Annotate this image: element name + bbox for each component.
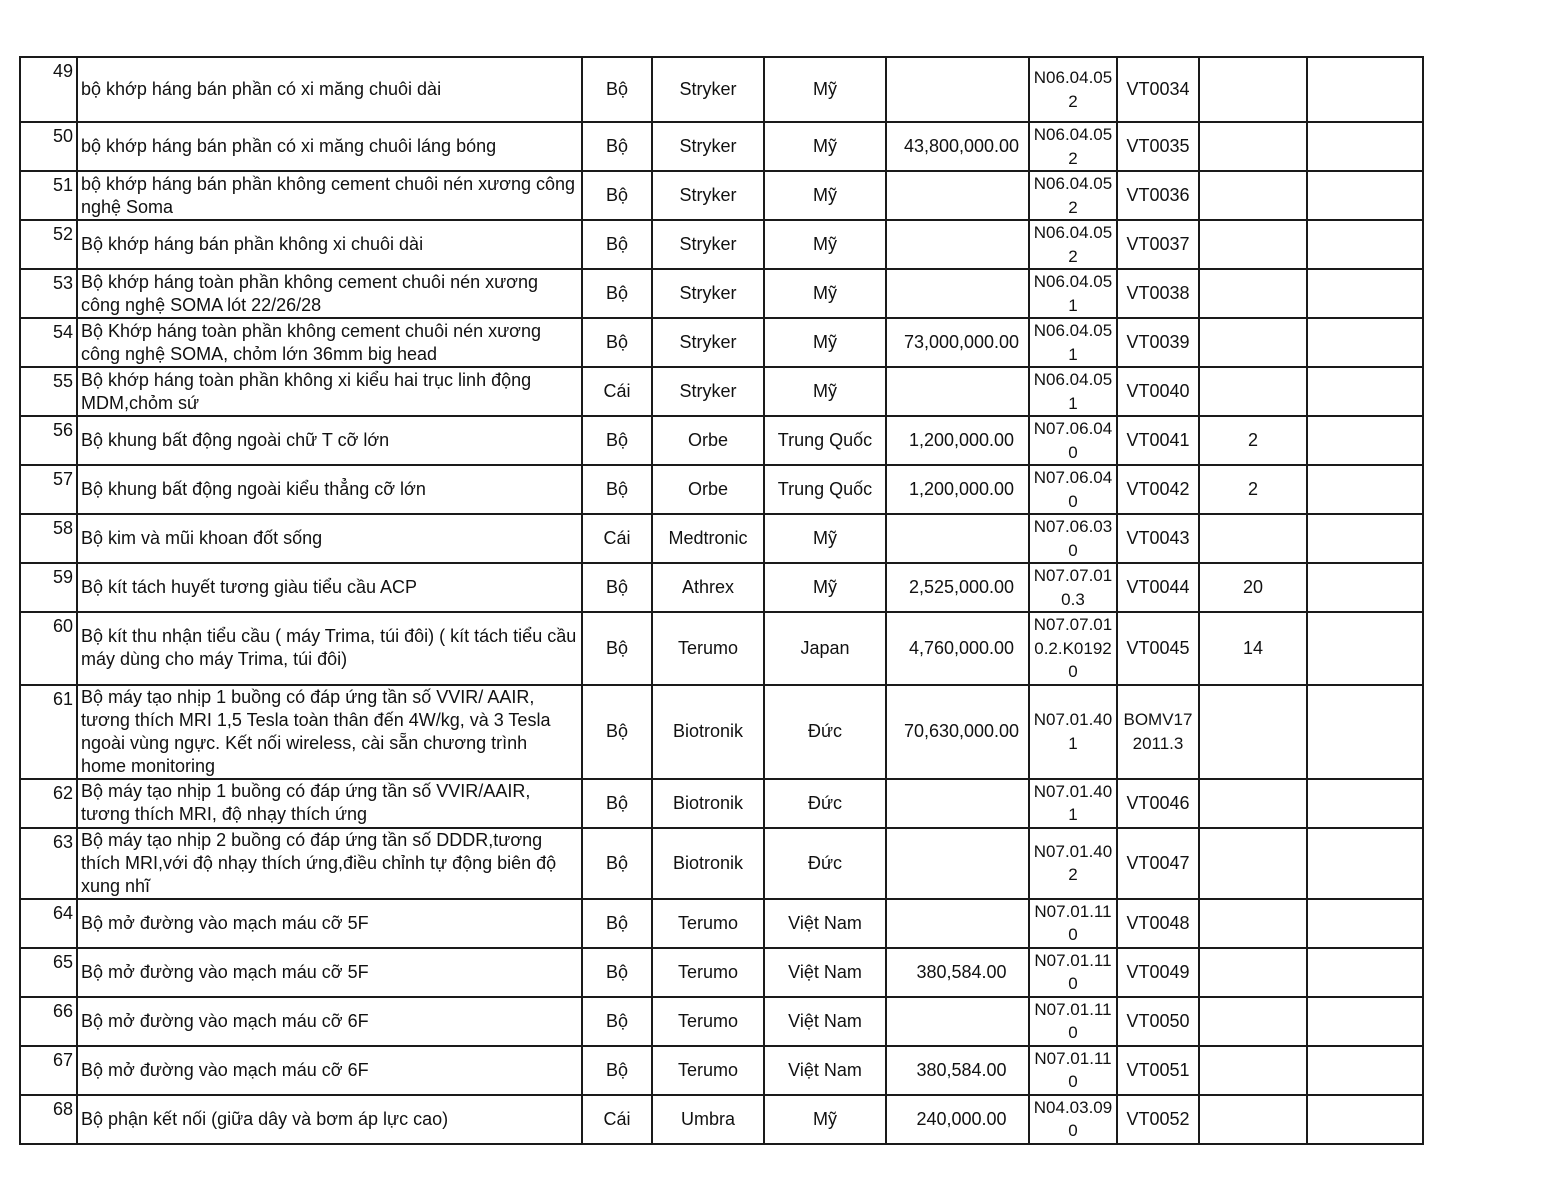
table-row [20, 1046, 1423, 1095]
row-number: 63 [20, 828, 77, 899]
group-code: N07.06.040 [1029, 416, 1117, 465]
item-name: Bộ Khớp háng toàn phần không cement chuôi nén xương công nghệ SOMA, chỏm lớn 36mm big head [77, 318, 582, 367]
item-name: Bộ mở đường vào mạch máu cỡ 5F [77, 899, 582, 948]
row-number: 68 [20, 1095, 77, 1144]
unit: Cái [582, 367, 652, 416]
manufacturer: Stryker [652, 122, 764, 171]
item-name: Bộ khớp háng toàn phần không cement chuôi nén xương công nghệ SOMA lót 22/26/28 [77, 269, 582, 318]
row-number: 54 [20, 318, 77, 367]
row-number: 51 [20, 171, 77, 220]
unit: Bộ [582, 948, 652, 997]
table-row [20, 779, 1423, 828]
quantity: 14 [1199, 612, 1307, 685]
table-row [20, 318, 1423, 367]
unit-price [886, 269, 1029, 318]
group-code: N07.01.110 [1029, 948, 1117, 997]
item-code: VT0036 [1117, 171, 1199, 220]
unit-price [886, 899, 1029, 948]
row-number: 49 [20, 57, 77, 122]
item-name: Bộ máy tạo nhịp 2 buồng có đáp ứng tần số DDDR,tương thích MRI,với độ nhạy thích ứng,điều chỉnh tự động biên độ xung nhĩ [77, 828, 582, 899]
note [1307, 367, 1423, 416]
table-row [20, 367, 1423, 416]
item-name: Bộ khớp háng bán phần không xi chuôi dài [77, 220, 582, 269]
item-name: Bộ kít tách huyết tương giàu tiểu cầu ACP [77, 563, 582, 612]
table-row [20, 612, 1423, 685]
group-code: N07.07.010.2.K01920 [1029, 612, 1117, 685]
manufacturer: Biotronik [652, 685, 764, 779]
group-code: N06.04.052 [1029, 57, 1117, 122]
unit: Cái [582, 514, 652, 563]
quantity [1199, 220, 1307, 269]
unit: Bộ [582, 779, 652, 828]
quantity [1199, 122, 1307, 171]
table-row [20, 514, 1423, 563]
manufacturer: Orbe [652, 465, 764, 514]
row-number: 67 [20, 1046, 77, 1095]
manufacturer: Orbe [652, 416, 764, 465]
unit: Bộ [582, 563, 652, 612]
quantity [1199, 514, 1307, 563]
table-row [20, 57, 1423, 122]
unit-price [886, 367, 1029, 416]
quantity [1199, 828, 1307, 899]
manufacturer: Biotronik [652, 779, 764, 828]
quantity [1199, 57, 1307, 122]
manufacturer: Stryker [652, 171, 764, 220]
row-number: 60 [20, 612, 77, 685]
unit-price [886, 171, 1029, 220]
table-row [20, 899, 1423, 948]
manufacturer: Umbra [652, 1095, 764, 1144]
country: Mỹ [764, 171, 886, 220]
group-code: N07.01.401 [1029, 685, 1117, 779]
row-number: 55 [20, 367, 77, 416]
unit-price [886, 828, 1029, 899]
country: Mỹ [764, 514, 886, 563]
unit-price: 43,800,000.00 [886, 122, 1029, 171]
unit: Bộ [582, 685, 652, 779]
quantity [1199, 367, 1307, 416]
group-code: N07.07.010.3 [1029, 563, 1117, 612]
table-row [20, 416, 1423, 465]
quantity [1199, 685, 1307, 779]
unit: Bộ [582, 416, 652, 465]
note [1307, 318, 1423, 367]
country: Mỹ [764, 1095, 886, 1144]
note [1307, 685, 1423, 779]
item-name: bộ khớp háng bán phần có xi măng chuôi dài [77, 57, 582, 122]
group-code: N07.01.401 [1029, 779, 1117, 828]
item-code: VT0048 [1117, 899, 1199, 948]
item-name: Bộ khung bất động ngoài kiểu thẳng cỡ lớn [77, 465, 582, 514]
country: Trung Quốc [764, 416, 886, 465]
row-number: 65 [20, 948, 77, 997]
note [1307, 416, 1423, 465]
unit: Bộ [582, 1046, 652, 1095]
table-row [20, 220, 1423, 269]
manufacturer: Terumo [652, 1046, 764, 1095]
note [1307, 269, 1423, 318]
item-code: VT0045 [1117, 612, 1199, 685]
table-row [20, 948, 1423, 997]
table-row [20, 269, 1423, 318]
note [1307, 514, 1423, 563]
country: Đức [764, 828, 886, 899]
table-row [20, 997, 1423, 1046]
manufacturer: Athrex [652, 563, 764, 612]
unit: Bộ [582, 318, 652, 367]
item-name: Bộ khớp háng toàn phần không xi kiểu hai trục linh động MDM,chỏm sứ [77, 367, 582, 416]
table-row [20, 563, 1423, 612]
country: Mỹ [764, 318, 886, 367]
country: Đức [764, 779, 886, 828]
unit: Bộ [582, 171, 652, 220]
country: Việt Nam [764, 997, 886, 1046]
table-row [20, 1095, 1423, 1144]
item-code: VT0034 [1117, 57, 1199, 122]
quantity: 2 [1199, 465, 1307, 514]
supplies-table [19, 56, 1424, 1145]
group-code: N06.04.051 [1029, 269, 1117, 318]
manufacturer: Terumo [652, 997, 764, 1046]
manufacturer: Medtronic [652, 514, 764, 563]
unit-price: 73,000,000.00 [886, 318, 1029, 367]
quantity [1199, 997, 1307, 1046]
group-code: N06.04.052 [1029, 220, 1117, 269]
item-code: VT0035 [1117, 122, 1199, 171]
unit: Bộ [582, 997, 652, 1046]
item-code: VT0052 [1117, 1095, 1199, 1144]
unit-price: 380,584.00 [886, 948, 1029, 997]
row-number: 56 [20, 416, 77, 465]
country: Japan [764, 612, 886, 685]
item-name: Bộ khung bất động ngoài chữ T cỡ lớn [77, 416, 582, 465]
item-code: VT0043 [1117, 514, 1199, 563]
quantity: 20 [1199, 563, 1307, 612]
note [1307, 828, 1423, 899]
group-code: N06.04.051 [1029, 367, 1117, 416]
row-number: 61 [20, 685, 77, 779]
country: Mỹ [764, 563, 886, 612]
group-code: N07.06.030 [1029, 514, 1117, 563]
item-name: Bộ mở đường vào mạch máu cỡ 5F [77, 948, 582, 997]
manufacturer: Biotronik [652, 828, 764, 899]
unit-price: 1,200,000.00 [886, 416, 1029, 465]
note [1307, 122, 1423, 171]
group-code: N06.04.052 [1029, 171, 1117, 220]
item-code: VT0051 [1117, 1046, 1199, 1095]
item-code: VT0037 [1117, 220, 1199, 269]
group-code: N06.04.051 [1029, 318, 1117, 367]
item-name: bộ khớp háng bán phần không cement chuôi nén xương công nghệ Soma [77, 171, 582, 220]
item-code: VT0044 [1117, 563, 1199, 612]
note [1307, 948, 1423, 997]
row-number: 66 [20, 997, 77, 1046]
unit-price: 70,630,000.00 [886, 685, 1029, 779]
unit-price: 380,584.00 [886, 1046, 1029, 1095]
note [1307, 779, 1423, 828]
unit: Bộ [582, 269, 652, 318]
note [1307, 220, 1423, 269]
country: Việt Nam [764, 1046, 886, 1095]
group-code: N07.06.040 [1029, 465, 1117, 514]
item-code: VT0040 [1117, 367, 1199, 416]
manufacturer: Stryker [652, 367, 764, 416]
item-code: VT0039 [1117, 318, 1199, 367]
manufacturer: Terumo [652, 948, 764, 997]
row-number: 58 [20, 514, 77, 563]
group-code: N06.04.052 [1029, 122, 1117, 171]
row-number: 62 [20, 779, 77, 828]
table-row [20, 828, 1423, 899]
item-code: VT0047 [1117, 828, 1199, 899]
manufacturer: Stryker [652, 57, 764, 122]
quantity [1199, 899, 1307, 948]
quantity [1199, 1095, 1307, 1144]
unit: Bộ [582, 612, 652, 685]
country: Mỹ [764, 57, 886, 122]
item-name: Bộ phận kết nối (giữa dây và bơm áp lực cao) [77, 1095, 582, 1144]
unit: Cái [582, 1095, 652, 1144]
row-number: 53 [20, 269, 77, 318]
item-name: Bộ máy tạo nhịp 1 buồng có đáp ứng tần số VVIR/ AAIR, tương thích MRI 1,5 Tesla toàn thân đến 4W/kg, và 3 Tesla ngoài vùng ngực. Kết nối wireless, cài sẵn chương trình home monitoring [77, 685, 582, 779]
unit: Bộ [582, 220, 652, 269]
country: Mỹ [764, 269, 886, 318]
quantity [1199, 948, 1307, 997]
quantity: 2 [1199, 416, 1307, 465]
unit: Bộ [582, 57, 652, 122]
row-number: 64 [20, 899, 77, 948]
note [1307, 171, 1423, 220]
group-code: N07.01.110 [1029, 997, 1117, 1046]
country: Việt Nam [764, 948, 886, 997]
country: Mỹ [764, 220, 886, 269]
note [1307, 1046, 1423, 1095]
item-name: Bộ kim và mũi khoan đốt sống [77, 514, 582, 563]
manufacturer: Stryker [652, 220, 764, 269]
unit-price: 2,525,000.00 [886, 563, 1029, 612]
quantity [1199, 318, 1307, 367]
note [1307, 57, 1423, 122]
note [1307, 612, 1423, 685]
quantity [1199, 171, 1307, 220]
unit-price [886, 57, 1029, 122]
country: Trung Quốc [764, 465, 886, 514]
unit-price [886, 220, 1029, 269]
group-code: N07.01.110 [1029, 1046, 1117, 1095]
quantity [1199, 1046, 1307, 1095]
unit: Bộ [582, 828, 652, 899]
item-name: Bộ kít thu nhận tiểu cầu ( máy Trima, túi đôi) ( kít tách tiểu cầu máy dùng cho máy Trima, túi đôi) [77, 612, 582, 685]
row-number: 52 [20, 220, 77, 269]
table-row [20, 122, 1423, 171]
unit-price: 1,200,000.00 [886, 465, 1029, 514]
note [1307, 899, 1423, 948]
table-body [20, 57, 1423, 1144]
item-code: VT0050 [1117, 997, 1199, 1046]
unit-price: 240,000.00 [886, 1095, 1029, 1144]
unit: Bộ [582, 122, 652, 171]
country: Mỹ [764, 367, 886, 416]
quantity [1199, 779, 1307, 828]
manufacturer: Terumo [652, 899, 764, 948]
item-code: VT0046 [1117, 779, 1199, 828]
country: Mỹ [764, 122, 886, 171]
row-number: 59 [20, 563, 77, 612]
item-name: Bộ máy tạo nhịp 1 buồng có đáp ứng tần số VVIR/AAIR, tương thích MRI, độ nhạy thích ứng [77, 779, 582, 828]
note [1307, 997, 1423, 1046]
group-code: N07.01.402 [1029, 828, 1117, 899]
table-row [20, 171, 1423, 220]
item-code: VT0038 [1117, 269, 1199, 318]
item-code: VT0042 [1117, 465, 1199, 514]
item-code: VT0041 [1117, 416, 1199, 465]
item-code: VT0049 [1117, 948, 1199, 997]
manufacturer: Terumo [652, 612, 764, 685]
unit-price [886, 997, 1029, 1046]
item-name: Bộ mở đường vào mạch máu cỡ 6F [77, 1046, 582, 1095]
note [1307, 563, 1423, 612]
unit-price [886, 514, 1029, 563]
unit-price [886, 779, 1029, 828]
item-name: Bộ mở đường vào mạch máu cỡ 6F [77, 997, 582, 1046]
manufacturer: Stryker [652, 318, 764, 367]
country: Việt Nam [764, 899, 886, 948]
item-code: BOMV172011.3 [1117, 685, 1199, 779]
table-row [20, 685, 1423, 779]
table-row [20, 465, 1423, 514]
quantity [1199, 269, 1307, 318]
group-code: N04.03.090 [1029, 1095, 1117, 1144]
note [1307, 1095, 1423, 1144]
unit-price: 4,760,000.00 [886, 612, 1029, 685]
unit: Bộ [582, 465, 652, 514]
group-code: N07.01.110 [1029, 899, 1117, 948]
manufacturer: Stryker [652, 269, 764, 318]
row-number: 50 [20, 122, 77, 171]
row-number: 57 [20, 465, 77, 514]
note [1307, 465, 1423, 514]
unit: Bộ [582, 899, 652, 948]
item-name: bộ khớp háng bán phần có xi măng chuôi láng bóng [77, 122, 582, 171]
country: Đức [764, 685, 886, 779]
